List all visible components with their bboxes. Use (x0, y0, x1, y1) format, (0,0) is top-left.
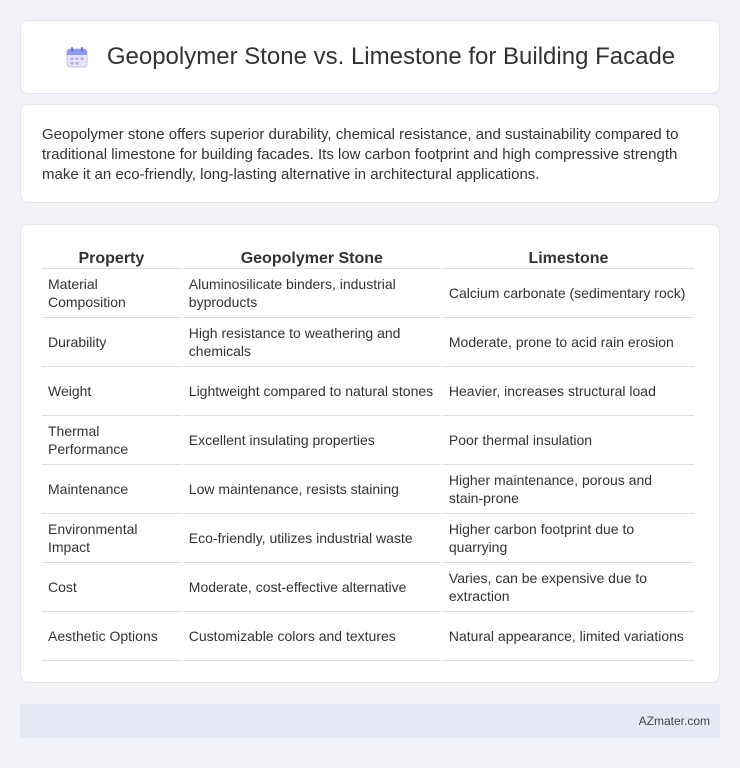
table-row (42, 416, 694, 465)
property-cell: Maintenance (42, 465, 181, 514)
limestone-cell: Higher carbon footprint due to quarrying (443, 514, 694, 563)
comparison-table-card (20, 224, 720, 683)
table-row (42, 269, 694, 318)
property-cell: Durability (42, 318, 181, 367)
geopolymer-cell: Moderate, cost-effective alternative (183, 563, 441, 612)
table-header-row (42, 245, 694, 269)
intro-card (20, 104, 720, 203)
table-row (42, 563, 694, 612)
property-cell: Environmental Impact (42, 514, 181, 563)
footer-brand: AZmater.com (638, 714, 710, 728)
geopolymer-cell: Eco-friendly, utilizes industrial waste (183, 514, 441, 563)
table-row (42, 514, 694, 563)
comparison-table (40, 245, 696, 661)
limestone-cell: Heavier, increases structural load (443, 367, 694, 416)
property-cell: Thermal Performance (42, 416, 181, 465)
limestone-cell: Poor thermal insulation (443, 416, 694, 465)
geopolymer-cell: Excellent insulating properties (183, 416, 441, 465)
property-cell: Cost (42, 563, 181, 612)
intro-text: Geopolymer stone offers superior durability, chemical resistance, and sustainability compared to traditional limestone for building facades. Its low carbon footprint and high compressive strength make it an eco-friendly, long-lasting alternative in architectural applications. (42, 126, 679, 183)
limestone-cell: Varies, can be expensive due to extraction (443, 563, 694, 612)
title-card (20, 20, 720, 94)
geopolymer-cell: Low maintenance, resists staining (183, 465, 441, 514)
calendar-icon (65, 45, 89, 69)
page-title: Geopolymer Stone vs. Limestone for Building Facade (106, 43, 676, 70)
table-row (42, 465, 694, 514)
limestone-cell: Moderate, prone to acid rain erosion (443, 318, 694, 367)
table-row (42, 318, 694, 367)
limestone-cell: Higher maintenance, porous and stain-prone (443, 465, 694, 514)
column-header-geopolymer: Geopolymer Stone (183, 245, 441, 269)
table-row (42, 367, 694, 416)
column-header-property: Property (42, 245, 181, 269)
footer-bar (20, 704, 720, 738)
geopolymer-cell: Lightweight compared to natural stones (183, 367, 441, 416)
property-cell: Aesthetic Options (42, 612, 181, 661)
geopolymer-cell: High resistance to weathering and chemicals (183, 318, 441, 367)
geopolymer-cell: Aluminosilicate binders, industrial byproducts (183, 269, 441, 318)
table-row (42, 612, 694, 661)
column-header-limestone: Limestone (443, 245, 694, 269)
limestone-cell: Natural appearance, limited variations (443, 612, 694, 661)
property-cell: Weight (42, 367, 181, 416)
property-cell: Material Composition (42, 269, 181, 318)
limestone-cell: Calcium carbonate (sedimentary rock) (443, 269, 694, 318)
geopolymer-cell: Customizable colors and textures (183, 612, 441, 661)
